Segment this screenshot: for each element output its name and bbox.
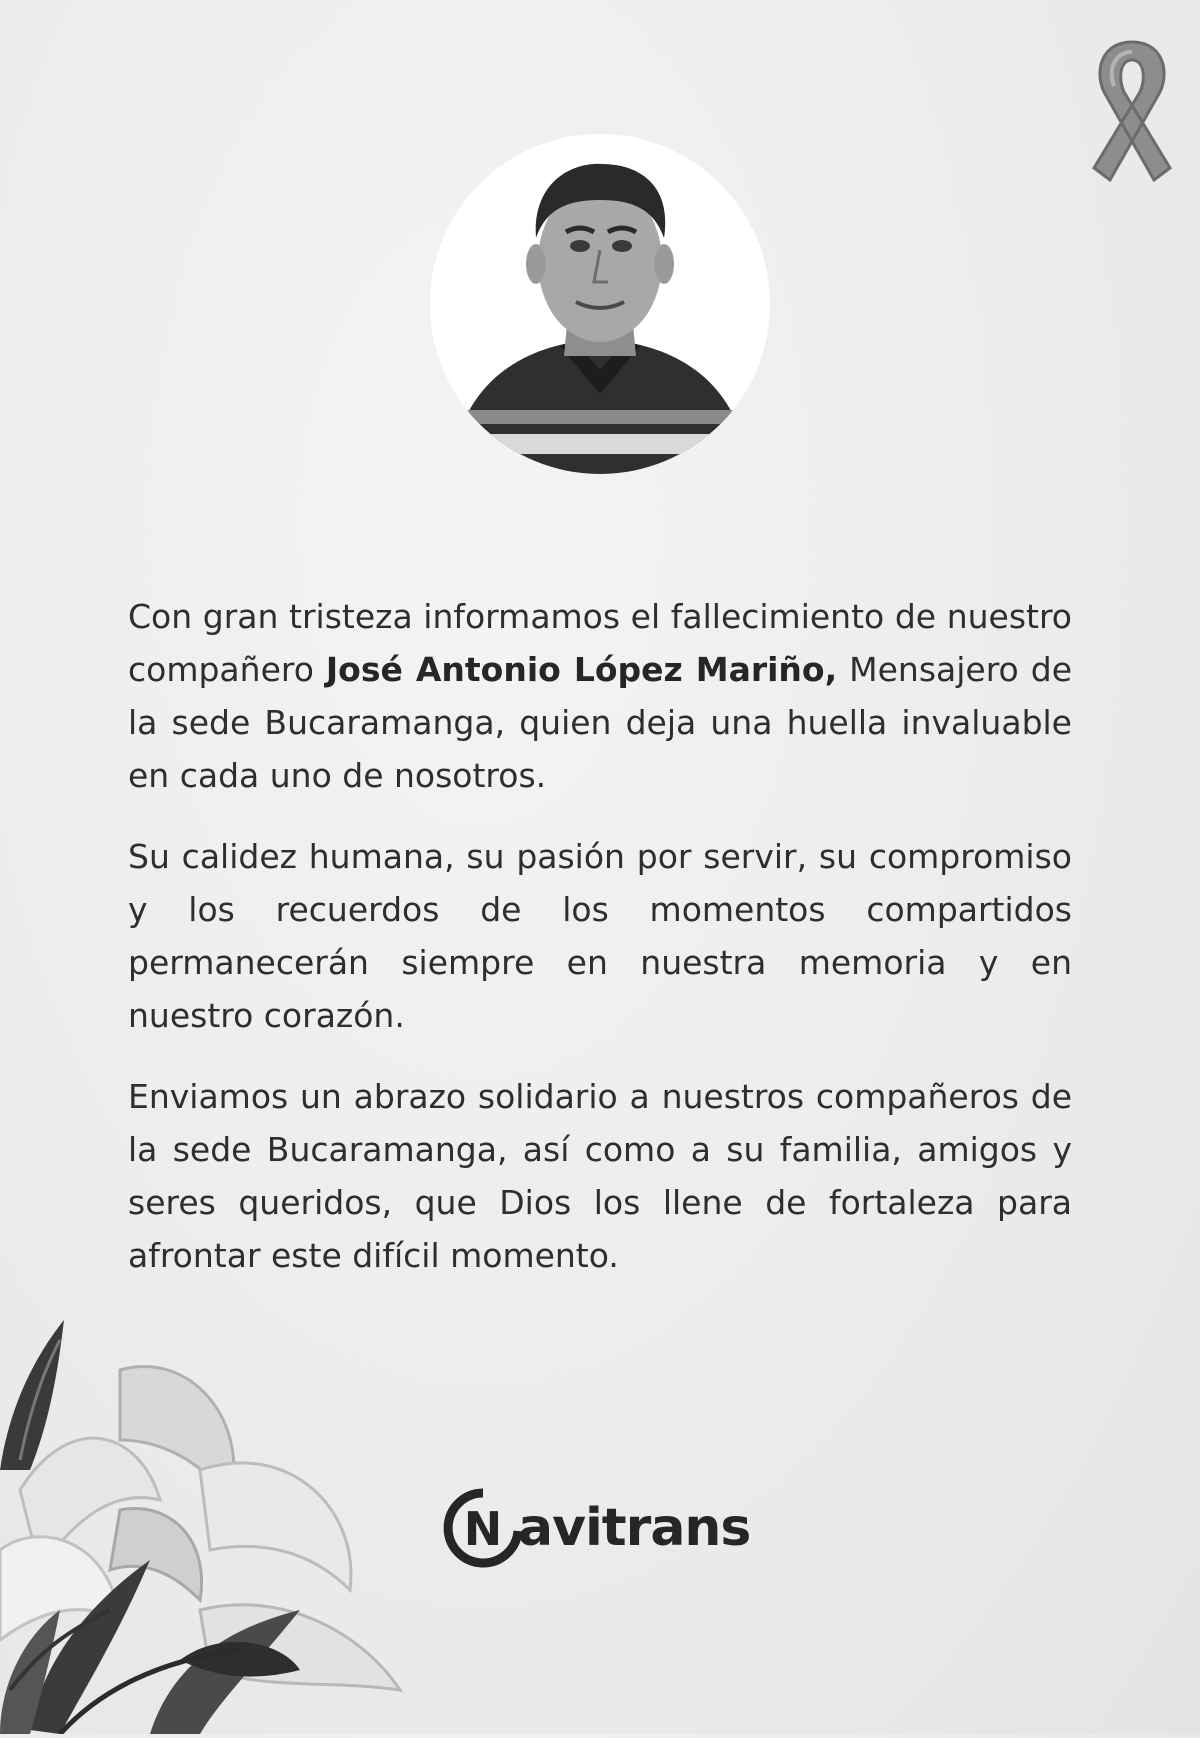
lily-flowers-decoration bbox=[0, 1310, 430, 1734]
paragraph-announcement bbox=[128, 590, 1072, 802]
paragraph-condolences: Enviamos un abrazo solidario a nuestros compañeros de la sede Bucaramanga, así como a su familia, amigos y seres queridos, que Dios los llene de fortaleza para afrontar este difícil momento. bbox=[128, 1077, 1072, 1275]
paragraph-memory: Su calidez humana, su pasión por servir, su compromiso y los recuerdos de los momentos compartidos permanecerán siempre en nuestra memoria y en nuestro corazón. bbox=[128, 837, 1072, 1035]
announcement-text-start: Con gran tristeza informamos el fallecimiento de nuestro compañero bbox=[128, 597, 1072, 689]
mourning-ribbon-icon bbox=[1062, 30, 1200, 200]
portrait-photo bbox=[430, 134, 770, 474]
navitrans-logo-mark-icon bbox=[442, 1487, 524, 1569]
condolence-message bbox=[128, 590, 1072, 1310]
navitrans-logo bbox=[442, 1478, 750, 1578]
announcement-text-end: Mensajero de la sede Bucaramanga, quien deja una huella invaluable en cada uno de nosotros. bbox=[128, 650, 1072, 795]
deceased-name: José Antonio López Mariño, bbox=[325, 650, 838, 689]
logo-wordmark: avitrans bbox=[518, 1498, 751, 1558]
logo-mark-letter: N bbox=[463, 1502, 503, 1556]
